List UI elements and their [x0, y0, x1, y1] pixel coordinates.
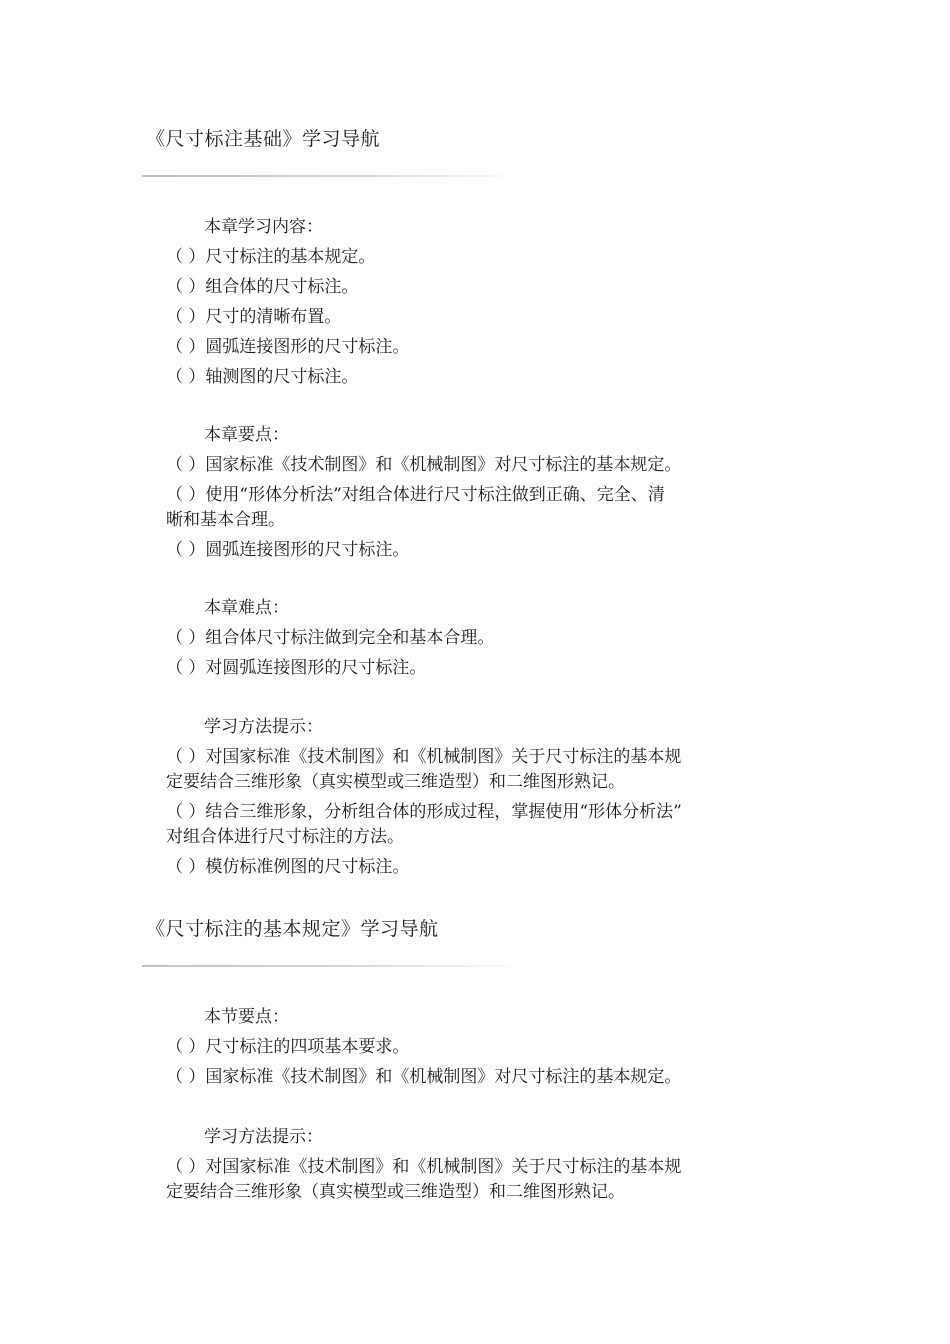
- list-item-continuation: 对组合体进行尺寸标注的方法。: [166, 827, 404, 847]
- list-item: （ ）尺寸的清晰布置。: [166, 307, 342, 327]
- list-item: （ ）国家标准《技术制图》和《机械制图》对尺寸标注的基本规定。: [166, 1067, 682, 1087]
- list-item: （ ）国家标准《技术制图》和《机械制图》对尺寸标注的基本规定。: [166, 455, 682, 475]
- list-item: （ ）组合体尺寸标注做到完全和基本合理。: [166, 628, 495, 648]
- section-title-basic-rules: 《尺寸标注的基本规定》学习导航: [146, 918, 439, 940]
- study-method-heading: 学习方法提示：: [204, 717, 323, 737]
- list-item: （ ）组合体的尺寸标注。: [166, 277, 359, 297]
- list-item: （ ）圆弧连接图形的尺寸标注。: [166, 540, 410, 560]
- list-item-continuation: 定要结合三维形象（真实模型或三维造型）和二维图形熟记。: [166, 772, 625, 792]
- list-item: （ ）对圆弧连接图形的尺寸标注。: [166, 658, 427, 678]
- list-item-continuation: 晰和基本合理。: [166, 510, 285, 530]
- list-item: （ ）模仿标准例图的尺寸标注。: [166, 857, 410, 877]
- list-item: （ ）使用“形体分析法”对组合体进行尺寸标注做到正确、完全、清: [166, 485, 665, 505]
- section-title-dimensioning-basics: 《尺寸标注基础》学习导航: [146, 128, 381, 150]
- list-item: （ ）对国家标准《技术制图》和《机械制图》关于尺寸标注的基本规: [166, 1157, 682, 1177]
- list-item: （ ）结合三维形象，分析组合体的形成过程，掌握使用“形体分析法”: [166, 802, 682, 822]
- list-item: （ ）圆弧连接图形的尺寸标注。: [166, 337, 410, 357]
- list-item: （ ）对国家标准《技术制图》和《机械制图》关于尺寸标注的基本规: [166, 747, 682, 767]
- list-item-continuation: 定要结合三维形象（真实模型或三维造型）和二维图形熟记。: [166, 1182, 625, 1202]
- section-key-points-heading: 本节要点：: [204, 1007, 289, 1027]
- chapter-key-points-heading: 本章要点：: [204, 425, 289, 445]
- list-item: （ ）轴测图的尺寸标注。: [166, 367, 359, 387]
- chapter-difficulties-heading: 本章难点：: [204, 598, 289, 618]
- chapter-content-heading: 本章学习内容：: [204, 217, 323, 237]
- title-divider: [142, 965, 522, 967]
- list-item: （ ）尺寸标注的四项基本要求。: [166, 1037, 410, 1057]
- section-study-method-heading: 学习方法提示：: [204, 1127, 323, 1147]
- list-item: （ ）尺寸标注的基本规定。: [166, 247, 376, 267]
- title-divider: [142, 175, 522, 177]
